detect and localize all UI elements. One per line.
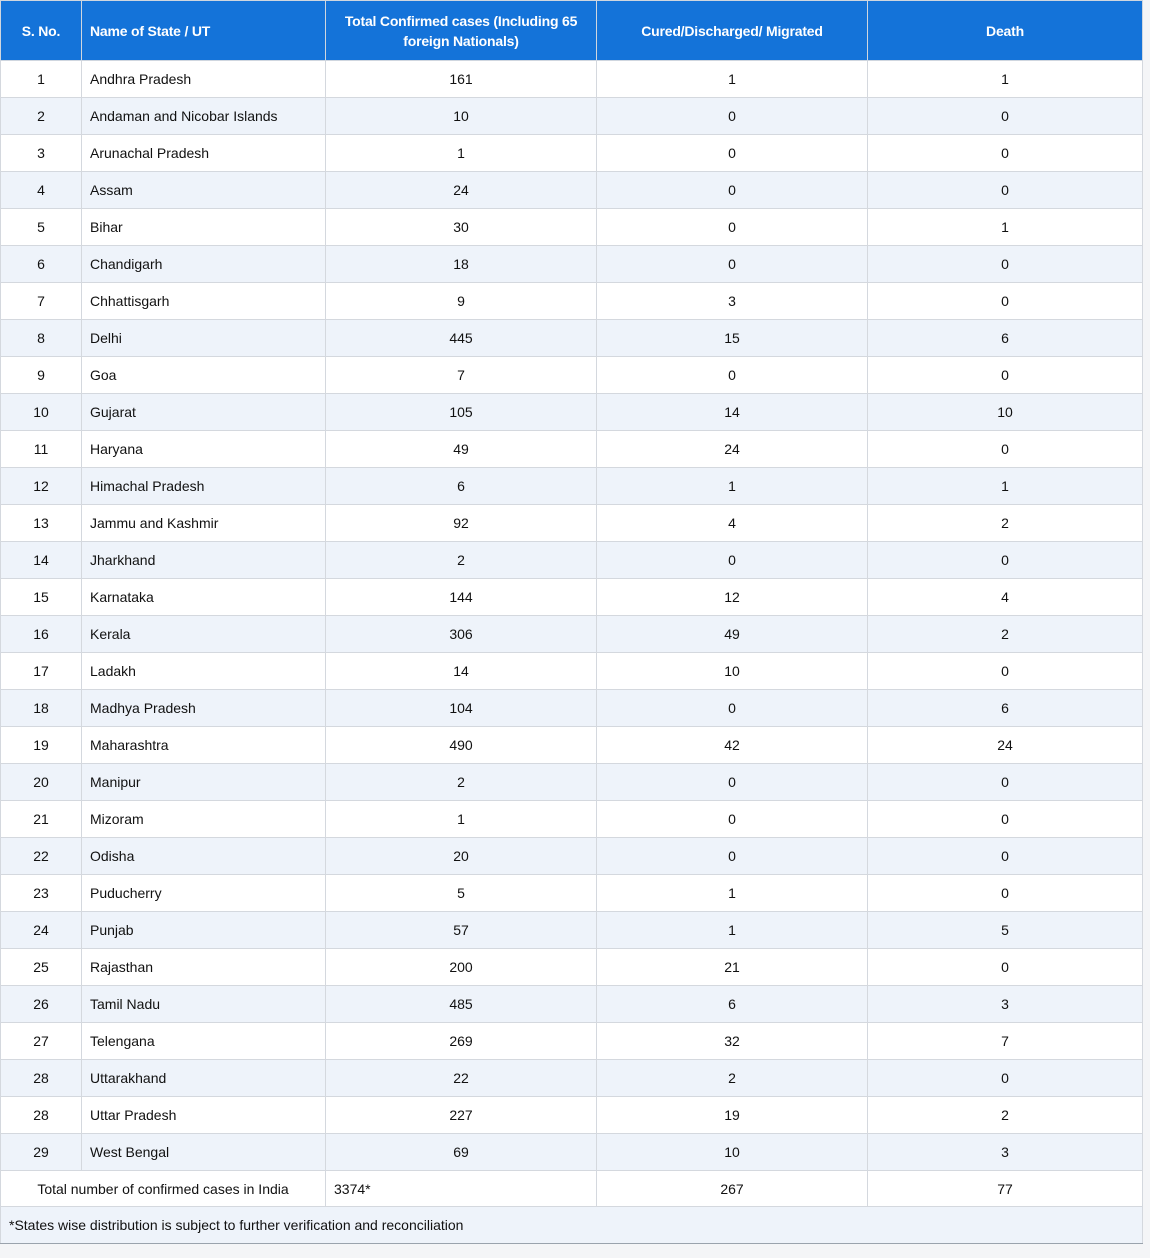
- cell-sno: 15: [1, 579, 82, 616]
- cell-sno: 24: [1, 912, 82, 949]
- cell-death: 6: [868, 690, 1143, 727]
- table-row: [1, 653, 1143, 690]
- cell-state-name: Haryana: [82, 431, 326, 468]
- cell-sno: 10: [1, 394, 82, 431]
- cell-sno: 19: [1, 727, 82, 764]
- cell-death: 7: [868, 1023, 1143, 1060]
- cell-cured: 10: [597, 653, 868, 690]
- cell-sno: 22: [1, 838, 82, 875]
- cell-cured: 0: [597, 98, 868, 135]
- cell-state-name: Telengana: [82, 1023, 326, 1060]
- cell-state-name: Manipur: [82, 764, 326, 801]
- table-row: [1, 1023, 1143, 1060]
- cell-state-name: Assam: [82, 172, 326, 209]
- cell-state-name: Mizoram: [82, 801, 326, 838]
- cell-cured: 14: [597, 394, 868, 431]
- cell-sno: 29: [1, 1134, 82, 1171]
- cell-state-name: Delhi: [82, 320, 326, 357]
- table-body: [1, 61, 1143, 1244]
- cell-cured: 32: [597, 1023, 868, 1060]
- cell-confirmed: 2: [326, 764, 597, 801]
- cell-sno: 28: [1, 1097, 82, 1134]
- cell-cured: 2: [597, 1060, 868, 1097]
- cell-confirmed: 22: [326, 1060, 597, 1097]
- cell-state-name: Uttarakhand: [82, 1060, 326, 1097]
- cell-sno: 14: [1, 542, 82, 579]
- header-state-name[interactable]: Name of State / UT: [82, 1, 326, 61]
- cell-death: 0: [868, 949, 1143, 986]
- cell-death: 0: [868, 838, 1143, 875]
- cell-cured: 3: [597, 283, 868, 320]
- cell-confirmed: 144: [326, 579, 597, 616]
- cell-confirmed: 490: [326, 727, 597, 764]
- cell-confirmed: 5: [326, 875, 597, 912]
- cell-death: 1: [868, 61, 1143, 98]
- cell-death: 0: [868, 283, 1143, 320]
- cell-state-name: Jammu and Kashmir: [82, 505, 326, 542]
- cell-state-name: Chandigarh: [82, 246, 326, 283]
- footnote-row: [1, 1207, 1143, 1244]
- cell-state-name: Maharashtra: [82, 727, 326, 764]
- cell-confirmed: 269: [326, 1023, 597, 1060]
- cell-cured: 0: [597, 209, 868, 246]
- cell-confirmed: 30: [326, 209, 597, 246]
- cell-sno: 1: [1, 61, 82, 98]
- cell-death: 0: [868, 542, 1143, 579]
- cell-state-name: Bihar: [82, 209, 326, 246]
- footnote-text: *States wise distribution is subject to further verification and reconciliation: [1, 1207, 1143, 1244]
- cell-death: 0: [868, 801, 1143, 838]
- cell-confirmed: 2: [326, 542, 597, 579]
- cell-state-name: Andaman and Nicobar Islands: [82, 98, 326, 135]
- table-row: [1, 690, 1143, 727]
- cell-death: 3: [868, 1134, 1143, 1171]
- cell-sno: 3: [1, 135, 82, 172]
- cell-confirmed: 14: [326, 653, 597, 690]
- cell-cured: 0: [597, 801, 868, 838]
- table-row: [1, 1097, 1143, 1134]
- cell-state-name: Punjab: [82, 912, 326, 949]
- cell-death: 2: [868, 1097, 1143, 1134]
- cell-confirmed: 18: [326, 246, 597, 283]
- table-row: [1, 98, 1143, 135]
- cell-sno: 5: [1, 209, 82, 246]
- table-row: [1, 986, 1143, 1023]
- header-cured[interactable]: Cured/Discharged/ Migrated: [597, 1, 868, 61]
- cell-cured: 21: [597, 949, 868, 986]
- cell-cured: 6: [597, 986, 868, 1023]
- cell-confirmed: 10: [326, 98, 597, 135]
- cell-confirmed: 9: [326, 283, 597, 320]
- cell-state-name: Goa: [82, 357, 326, 394]
- cell-death: 1: [868, 468, 1143, 505]
- cell-cured: 19: [597, 1097, 868, 1134]
- total-cured: 267: [597, 1171, 868, 1207]
- cell-sno: 20: [1, 764, 82, 801]
- cell-confirmed: 24: [326, 172, 597, 209]
- table-row: [1, 468, 1143, 505]
- cell-sno: 18: [1, 690, 82, 727]
- cell-state-name: Karnataka: [82, 579, 326, 616]
- cell-death: 0: [868, 357, 1143, 394]
- cell-cured: 0: [597, 838, 868, 875]
- cell-death: 6: [868, 320, 1143, 357]
- table-row: [1, 357, 1143, 394]
- cell-state-name: Kerala: [82, 616, 326, 653]
- cell-cured: 1: [597, 912, 868, 949]
- cell-confirmed: 1: [326, 801, 597, 838]
- cell-sno: 6: [1, 246, 82, 283]
- table-row: [1, 135, 1143, 172]
- cell-death: 2: [868, 616, 1143, 653]
- cell-state-name: Tamil Nadu: [82, 986, 326, 1023]
- cell-cured: 10: [597, 1134, 868, 1171]
- cell-death: 2: [868, 505, 1143, 542]
- cell-death: 24: [868, 727, 1143, 764]
- cell-state-name: Puducherry: [82, 875, 326, 912]
- header-sno[interactable]: S. No.: [1, 1, 82, 61]
- cell-confirmed: 92: [326, 505, 597, 542]
- cell-sno: 8: [1, 320, 82, 357]
- table-row: [1, 1060, 1143, 1097]
- cell-confirmed: 445: [326, 320, 597, 357]
- table-header: [1, 1, 1143, 61]
- cell-death: 0: [868, 1060, 1143, 1097]
- cell-state-name: Ladakh: [82, 653, 326, 690]
- table-row: [1, 949, 1143, 986]
- cell-death: 4: [868, 579, 1143, 616]
- table-row: [1, 875, 1143, 912]
- cell-sno: 28: [1, 1060, 82, 1097]
- cell-state-name: Himachal Pradesh: [82, 468, 326, 505]
- cell-confirmed: 306: [326, 616, 597, 653]
- table-row: [1, 1134, 1143, 1171]
- total-row: [1, 1171, 1143, 1207]
- cell-sno: 27: [1, 1023, 82, 1060]
- total-label: Total number of confirmed cases in India: [1, 1171, 326, 1207]
- cell-cured: 0: [597, 542, 868, 579]
- table-row: [1, 912, 1143, 949]
- cell-confirmed: 20: [326, 838, 597, 875]
- cell-sno: 23: [1, 875, 82, 912]
- cell-death: 0: [868, 764, 1143, 801]
- table-row: [1, 764, 1143, 801]
- table-row: [1, 320, 1143, 357]
- cell-sno: 4: [1, 172, 82, 209]
- cell-confirmed: 1: [326, 135, 597, 172]
- cell-state-name: Gujarat: [82, 394, 326, 431]
- cell-confirmed: 105: [326, 394, 597, 431]
- cell-sno: 7: [1, 283, 82, 320]
- cell-cured: 49: [597, 616, 868, 653]
- cell-confirmed: 49: [326, 431, 597, 468]
- cell-death: 0: [868, 98, 1143, 135]
- cell-cured: 1: [597, 61, 868, 98]
- cell-cured: 0: [597, 690, 868, 727]
- cell-death: 3: [868, 986, 1143, 1023]
- cell-cured: 4: [597, 505, 868, 542]
- cell-confirmed: 57: [326, 912, 597, 949]
- cell-state-name: Andhra Pradesh: [82, 61, 326, 98]
- cell-confirmed: 6: [326, 468, 597, 505]
- cell-cured: 15: [597, 320, 868, 357]
- cell-death: 0: [868, 172, 1143, 209]
- table-row: [1, 61, 1143, 98]
- cell-death: 5: [868, 912, 1143, 949]
- table-row: [1, 838, 1143, 875]
- table-row: [1, 616, 1143, 653]
- cell-sno: 9: [1, 357, 82, 394]
- header-death[interactable]: Death: [868, 1, 1143, 61]
- cell-cured: 1: [597, 468, 868, 505]
- cell-sno: 12: [1, 468, 82, 505]
- cell-confirmed: 69: [326, 1134, 597, 1171]
- cell-death: 10: [868, 394, 1143, 431]
- table-row: [1, 172, 1143, 209]
- cell-confirmed: 227: [326, 1097, 597, 1134]
- table-row: [1, 579, 1143, 616]
- cell-death: 1: [868, 209, 1143, 246]
- header-confirmed[interactable]: Total Confirmed cases (Including 65 foreign Nationals): [326, 1, 597, 61]
- cell-cured: 24: [597, 431, 868, 468]
- cell-cured: 0: [597, 135, 868, 172]
- table-row: [1, 542, 1143, 579]
- cell-state-name: Odisha: [82, 838, 326, 875]
- total-death: 77: [868, 1171, 1143, 1207]
- cell-state-name: Rajasthan: [82, 949, 326, 986]
- cell-sno: 17: [1, 653, 82, 690]
- cell-death: 0: [868, 246, 1143, 283]
- cell-sno: 2: [1, 98, 82, 135]
- cell-confirmed: 7: [326, 357, 597, 394]
- table-row: [1, 431, 1143, 468]
- table-row: [1, 209, 1143, 246]
- cell-state-name: Jharkhand: [82, 542, 326, 579]
- table-row: [1, 801, 1143, 838]
- cell-cured: 1: [597, 875, 868, 912]
- cell-death: 0: [868, 653, 1143, 690]
- cell-state-name: West Bengal: [82, 1134, 326, 1171]
- table-row: [1, 246, 1143, 283]
- cell-sno: 11: [1, 431, 82, 468]
- header-row: [1, 1, 1143, 61]
- cell-death: 0: [868, 431, 1143, 468]
- cell-death: 0: [868, 875, 1143, 912]
- cell-sno: 16: [1, 616, 82, 653]
- cell-cured: 0: [597, 246, 868, 283]
- table-row: [1, 727, 1143, 764]
- cell-sno: 26: [1, 986, 82, 1023]
- cell-cured: 0: [597, 764, 868, 801]
- cell-state-name: Arunachal Pradesh: [82, 135, 326, 172]
- cell-state-name: Madhya Pradesh: [82, 690, 326, 727]
- cell-confirmed: 104: [326, 690, 597, 727]
- total-confirmed: 3374*: [326, 1171, 597, 1207]
- cell-confirmed: 200: [326, 949, 597, 986]
- cell-death: 0: [868, 135, 1143, 172]
- cell-cured: 12: [597, 579, 868, 616]
- table-row: [1, 505, 1143, 542]
- cell-confirmed: 161: [326, 61, 597, 98]
- cell-cured: 42: [597, 727, 868, 764]
- cell-cured: 0: [597, 357, 868, 394]
- cell-sno: 13: [1, 505, 82, 542]
- table-row: [1, 394, 1143, 431]
- cell-sno: 21: [1, 801, 82, 838]
- cell-confirmed: 485: [326, 986, 597, 1023]
- table-row: [1, 283, 1143, 320]
- cell-sno: 25: [1, 949, 82, 986]
- cell-cured: 0: [597, 172, 868, 209]
- cell-state-name: Chhattisgarh: [82, 283, 326, 320]
- cell-state-name: Uttar Pradesh: [82, 1097, 326, 1134]
